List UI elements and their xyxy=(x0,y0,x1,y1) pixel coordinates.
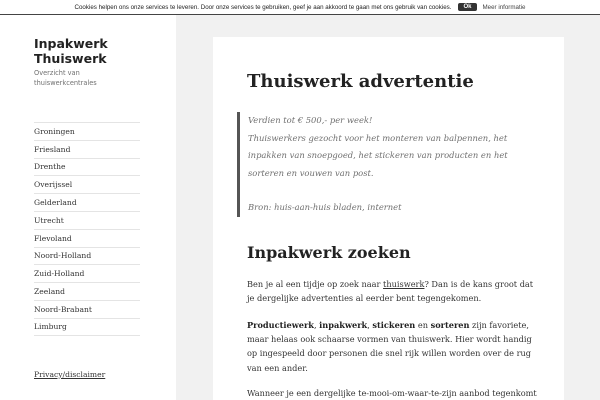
paragraph-text: zijn favoriete, maar helaas ook schaarse vormen van thuiswerk. Hier wordt handig op ingespeeld door personen die snel rijk willen worden over de rug van een ander. xyxy=(247,320,532,373)
nav-item-zuid-holland[interactable]: Zuid-Holland xyxy=(34,264,140,282)
bold-term: sorteren xyxy=(430,320,470,330)
site-title-line1: Inpakwerk xyxy=(34,36,108,51)
cookie-more-info-link[interactable]: Meer informatie xyxy=(482,3,526,11)
quote-source: Bron: huis-aan-huis bladen, internet xyxy=(248,202,402,212)
paragraph-text: ? Dan is de kans groot dat je dergelijke advertenties al eerder bent tegengekomen. xyxy=(247,279,534,304)
nav-item-friesland[interactable]: Friesland xyxy=(34,140,140,158)
cookie-message: Cookies helpen ons onze services te leveren. Door onze services te gebruiken, geef je aan akkoord te gaan met ons gebruik van cookies. xyxy=(74,3,452,11)
nav-item-drenthe[interactable]: Drenthe xyxy=(34,158,140,176)
sidebar xyxy=(0,15,176,400)
site-title-line2: Thuiswerk xyxy=(34,51,107,66)
bold-term: inpakwerk xyxy=(319,320,368,330)
cookie-consent-bar xyxy=(0,0,600,15)
privacy-disclaimer-link[interactable]: Privacy/disclaimer xyxy=(34,370,106,379)
article-title: Thuiswerk advertentie xyxy=(247,71,474,92)
nav-item-zeeland[interactable]: Zeeland xyxy=(34,282,140,300)
article-card xyxy=(213,37,564,400)
bold-term: stickeren xyxy=(372,320,416,330)
paragraph-text: Ben je al een tijdje op zoek naar xyxy=(247,279,384,289)
nav-item-noord-brabant[interactable]: Noord-Brabant xyxy=(34,300,140,318)
nav-item-flevoland[interactable]: Flevoland xyxy=(34,229,140,247)
blockquote xyxy=(237,112,537,217)
site-title[interactable] xyxy=(34,36,108,66)
bold-term: Productiewerk xyxy=(247,320,314,330)
quote-headline: Verdien tot € 500,- per week! xyxy=(248,115,373,125)
separator-text: , xyxy=(367,320,373,330)
quote-body: Thuiswerkers gezocht voor het monteren van balpennen, het inpakken van snoepgoed, het stickeren van producten en het sorteren en vouwen van post. xyxy=(248,132,508,178)
paragraph-intro xyxy=(247,277,543,305)
nav-item-groningen[interactable]: Groningen xyxy=(34,122,140,140)
paragraph-work-types xyxy=(247,318,543,375)
nav-item-overijssel[interactable]: Overijssel xyxy=(34,175,140,193)
province-nav xyxy=(34,122,140,336)
section-heading: Inpakwerk zoeken xyxy=(247,243,411,262)
nav-item-limburg[interactable]: Limburg xyxy=(34,318,140,336)
separator-text: en xyxy=(415,320,431,330)
site-description: Overzicht van thuiswerkcentrales xyxy=(34,69,97,87)
paragraph-warning: Wanneer je een dergelijke te-mooi-om-waar-te-zijn aanbod tegenkomt xyxy=(247,388,537,398)
nav-item-utrecht[interactable]: Utrecht xyxy=(34,211,140,229)
cookie-ok-button[interactable]: Ok xyxy=(458,3,476,11)
nav-item-noord-holland[interactable]: Noord-Holland xyxy=(34,247,140,265)
thuiswerk-link[interactable]: thuiswerk xyxy=(383,279,425,289)
separator-text: , xyxy=(313,320,320,330)
nav-item-gelderland[interactable]: Gelderland xyxy=(34,193,140,211)
